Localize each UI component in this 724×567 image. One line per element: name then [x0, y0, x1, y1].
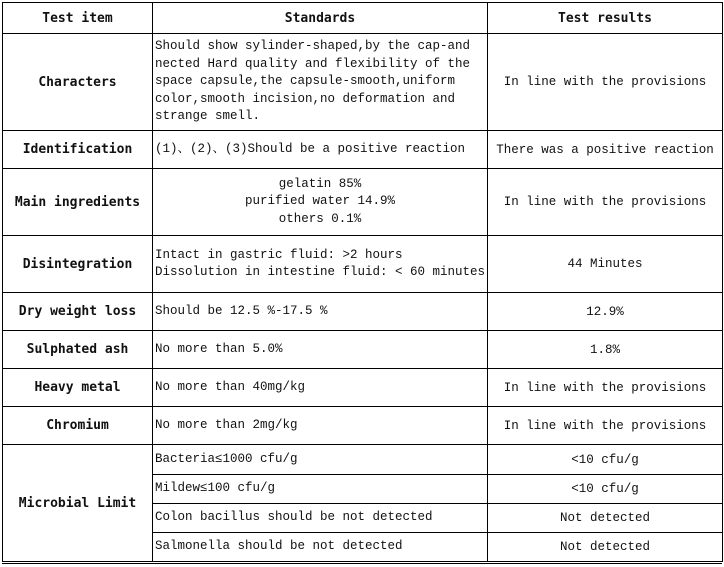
result-sulphated-ash: 1.8%	[488, 331, 723, 369]
standard-line: gelatin 85%	[278, 176, 362, 191]
result-chromium: In line with the provisions	[488, 407, 723, 445]
result-main-ingredients: In line with the provisions	[488, 169, 723, 236]
standard-line: strange smell.	[155, 109, 261, 124]
result-disintegration: 44 Minutes	[488, 236, 723, 293]
item-heavy-metal: Heavy metal	[3, 369, 153, 407]
item-characters: Characters	[3, 34, 153, 131]
table-header-row	[3, 3, 723, 34]
standard-heavy-metal: No more than 40mg/kg	[153, 369, 488, 407]
table-row-microbial-bacteria	[3, 445, 723, 475]
item-chromium: Chromium	[3, 407, 153, 445]
header-test-item: Test item	[3, 3, 153, 34]
standard-sulphated-ash: No more than 5.0%	[153, 331, 488, 369]
result-colon-bacillus: Not detected	[488, 504, 723, 533]
item-identification: Identification	[3, 131, 153, 169]
table-row-dry-weight-loss	[3, 293, 723, 331]
table-bottom-edge	[2, 563, 722, 567]
standard-dry-weight-loss: Should be 12.5 %-17.5 %	[153, 293, 488, 331]
standard-chromium: No more than 2mg/kg	[153, 407, 488, 445]
result-dry-weight-loss: 12.9%	[488, 293, 723, 331]
standard-mildew: Mildew≤100 cfu/g	[153, 475, 488, 504]
standard-salmonella: Salmonella should be not detected	[153, 533, 488, 562]
standard-line: Dissolution in intestine fluid: < 60 minutes	[155, 265, 486, 279]
standard-disintegration	[153, 236, 488, 293]
item-disintegration: Disintegration	[3, 236, 153, 293]
standard-line: space capsule,the capsule-smooth,uniform	[155, 74, 456, 89]
table-row-chromium	[3, 407, 723, 445]
standard-line: nected Hard quality and flexibility of the	[155, 56, 471, 71]
test-results-table	[2, 2, 723, 562]
standard-line: color,smooth incision,no deformation and	[155, 91, 456, 106]
table-row-sulphated-ash	[3, 331, 723, 369]
standard-line: Intact in gastric fluid: >2 hours	[155, 247, 403, 262]
standard-bacteria: Bacteria≤1000 cfu/g	[153, 445, 488, 475]
standard-line: Should show sylinder-shaped,by the cap-and	[155, 39, 471, 54]
item-sulphated-ash: Sulphated ash	[3, 331, 153, 369]
standard-characters	[153, 34, 488, 131]
table-row-identification	[3, 131, 723, 169]
result-heavy-metal: In line with the provisions	[488, 369, 723, 407]
table-row-main-ingredients	[3, 169, 723, 236]
standard-line: purified water 14.9%	[244, 194, 396, 209]
item-microbial-limit: Microbial Limit	[3, 445, 153, 562]
item-dry-weight-loss: Dry weight loss	[3, 293, 153, 331]
header-standards: Standards	[153, 3, 488, 34]
standard-colon-bacillus: Colon bacillus should be not detected	[153, 504, 488, 533]
header-test-results: Test results	[488, 3, 723, 34]
standard-identification: (1)、(2)、(3)Should be a positive reaction	[153, 131, 488, 169]
standard-main-ingredients	[153, 169, 488, 236]
result-characters: In line with the provisions	[488, 34, 723, 131]
result-identification: There was a positive reaction	[488, 131, 723, 169]
result-bacteria: <10 cfu/g	[488, 445, 723, 475]
table-row-characters	[3, 34, 723, 131]
table-row-disintegration	[3, 236, 723, 293]
standard-line: others 0.1%	[278, 211, 362, 226]
item-main-ingredients: Main ingredients	[3, 169, 153, 236]
result-salmonella: Not detected	[488, 533, 723, 562]
result-mildew: <10 cfu/g	[488, 475, 723, 504]
table-row-heavy-metal	[3, 369, 723, 407]
